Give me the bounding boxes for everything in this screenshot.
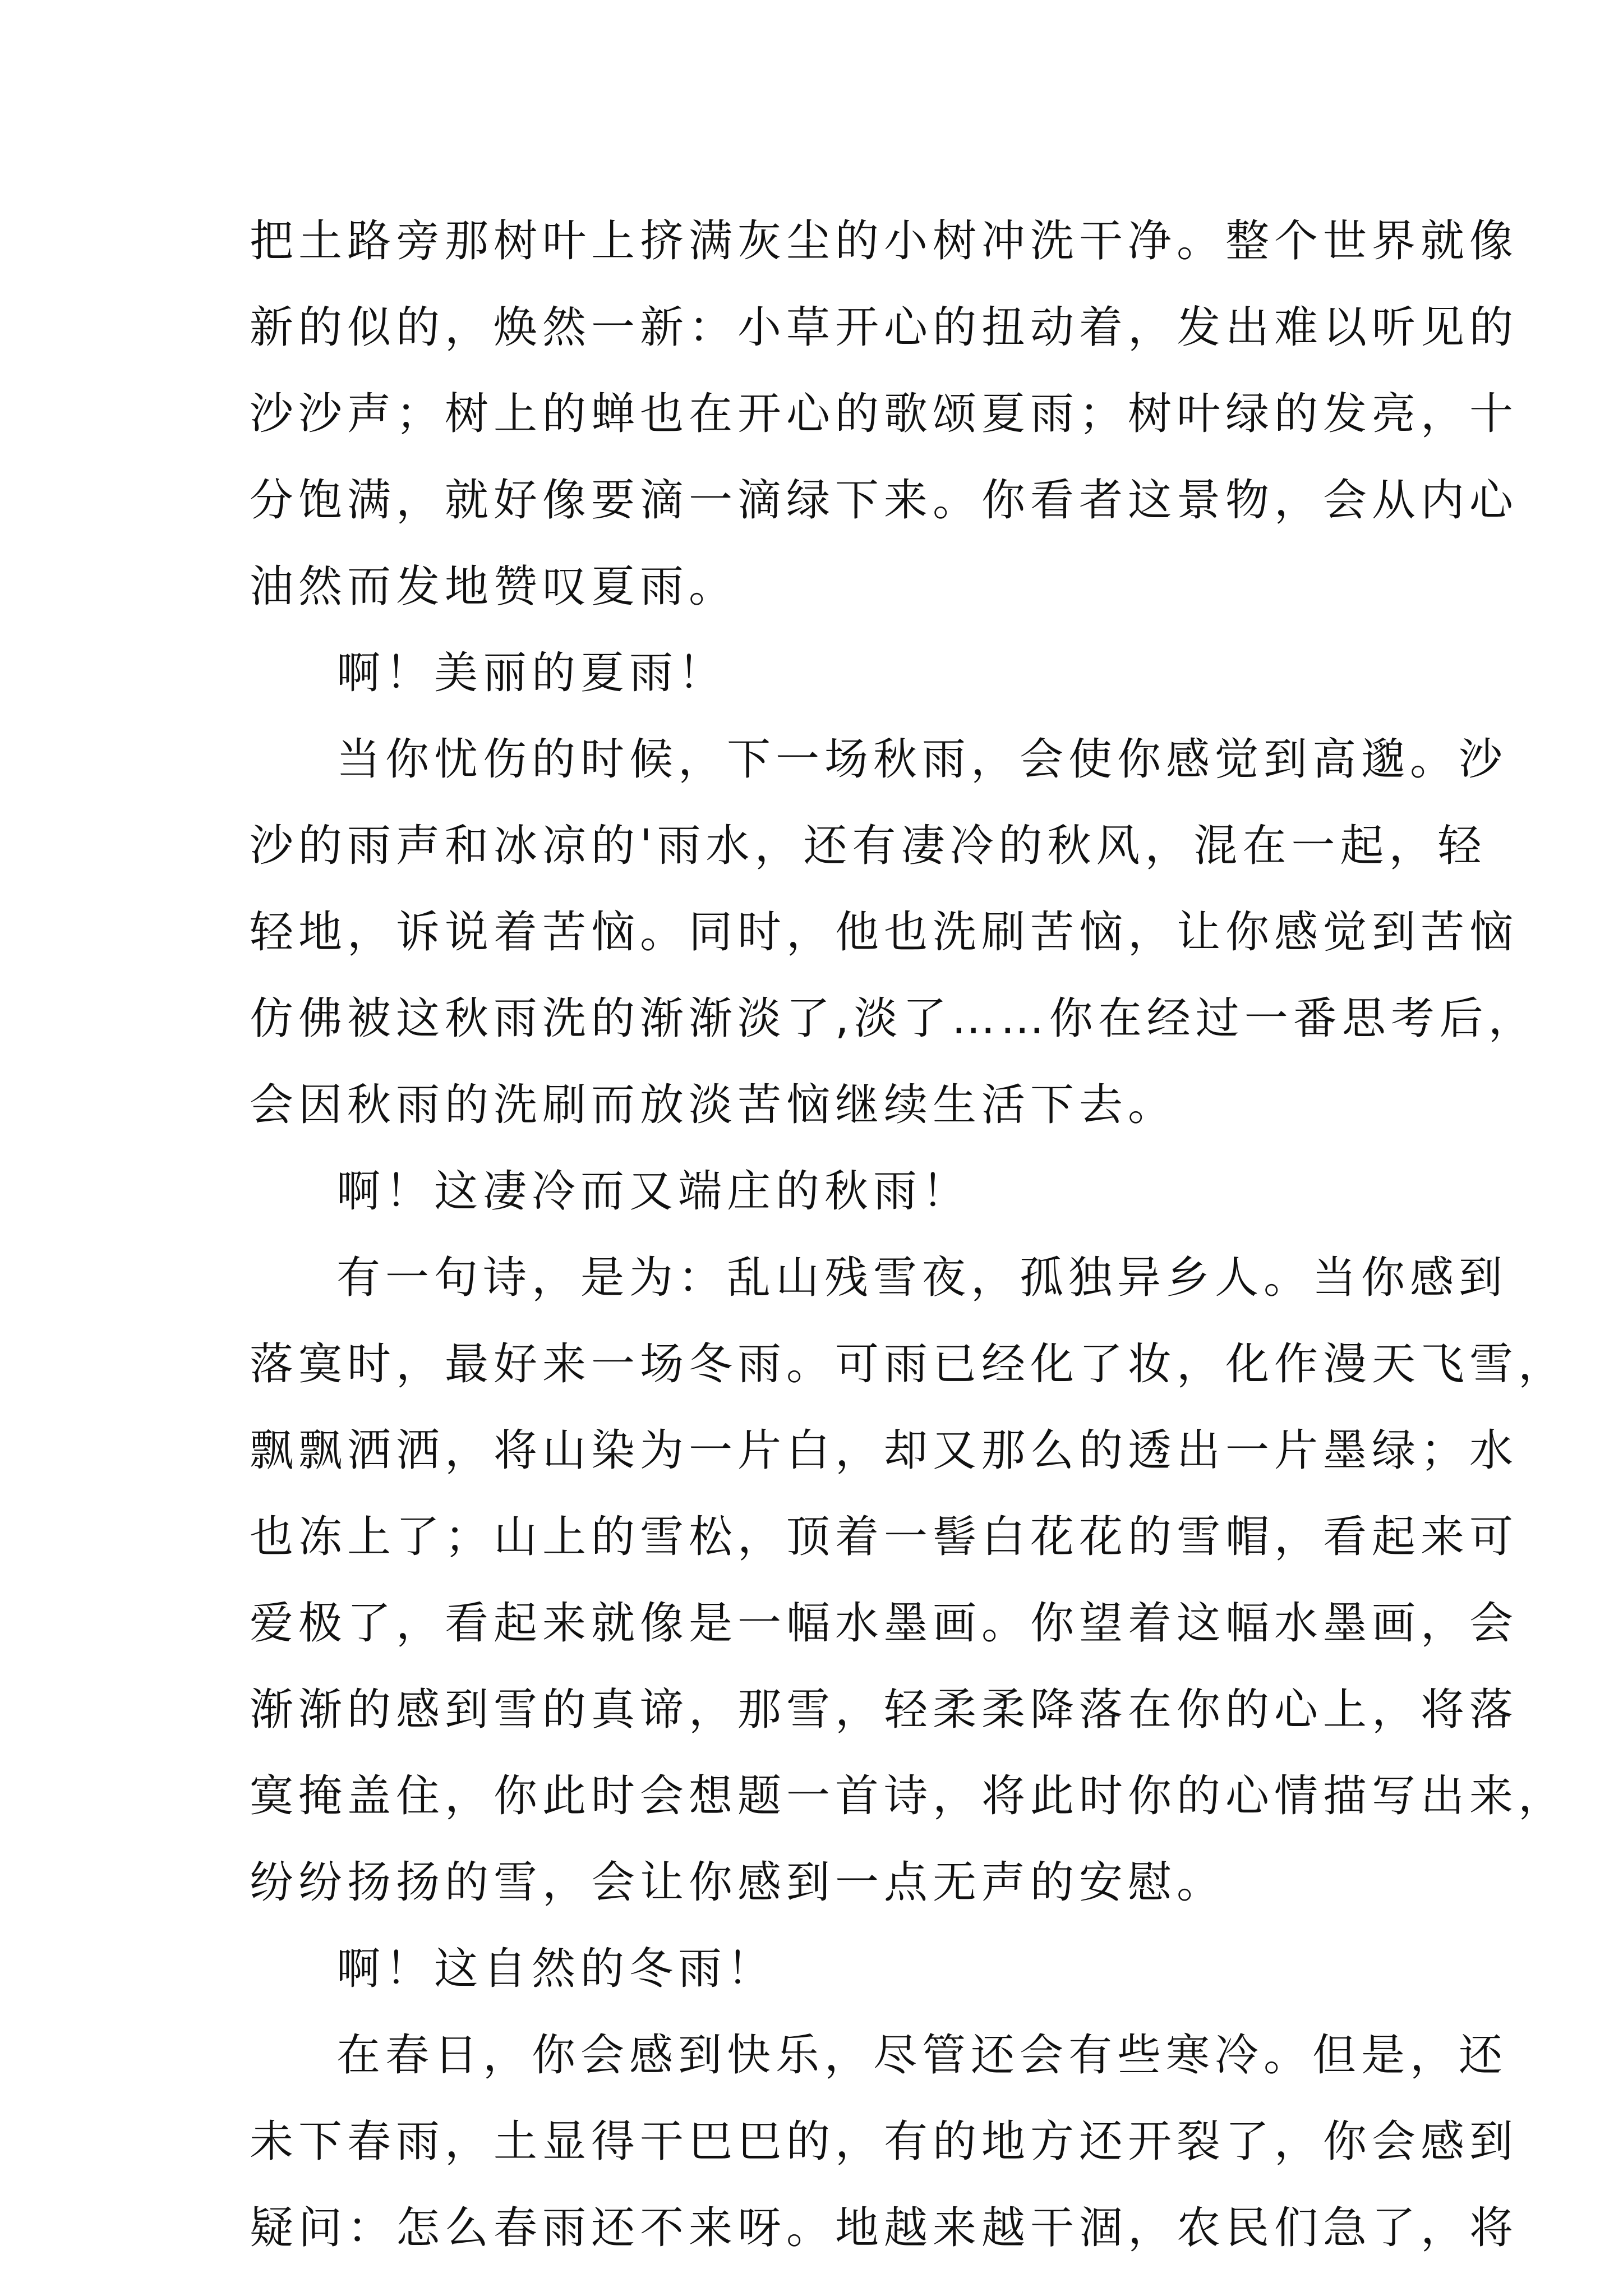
- body-text-line: 沙的雨声和冰凉的'雨水，还有凄冷的秋风，混在一起，轻: [250, 821, 1487, 871]
- body-text-line: 爱极了，看起来就像是一幅水墨画。你望着这幅水墨画，会: [250, 1598, 1519, 1649]
- body-text-line: 纷纷扬扬的雪，会让你感到一点无声的安慰。: [250, 1857, 1226, 1908]
- body-text-line: 渐渐的感到雪的真谛，那雪，轻柔柔降落在你的心上，将落: [250, 1685, 1519, 1735]
- body-text-line: 沙沙声；树上的蝉也在开心的歌颂夏雨；树叶绿的发亮，十: [250, 389, 1519, 439]
- body-text-line: 未下春雨，土显得干巴巴的，有的地方还开裂了，你会感到: [250, 2116, 1519, 2167]
- body-text-line: 仿佛被这秋雨洗的渐渐淡了,淡了……你在经过一番思考后，: [250, 993, 1537, 1044]
- body-text-line: 新的似的，焕然一新：小草开心的扭动着，发出难以听见的: [250, 302, 1519, 353]
- body-text-line: 分饱满，就好像要滴一滴绿下来。你看者这景物，会从内心: [250, 475, 1519, 526]
- body-text-line: 轻地，诉说着苦恼。同时，他也洗刷苦恼，让你感觉到苦恼: [250, 907, 1519, 958]
- body-text-line: 也冻上了；山上的雪松，顶着一髻白花花的雪帽，看起来可: [250, 1512, 1519, 1562]
- paragraph-first-line: 在春日，你会感到快乐，尽管还会有些寒冷。但是，还: [336, 2030, 1508, 2081]
- exclamation-line: 啊！这凄冷而又端庄的秋雨！: [336, 1166, 971, 1217]
- exclamation-line: 啊！这自然的冬雨！: [336, 1944, 776, 1994]
- body-text-line: 会因秋雨的洗刷而放淡苦恼继续生活下去。: [250, 1080, 1177, 1130]
- body-text-line: 疑问：怎么春雨还不来呀。地越来越干涸，农民们急了，将: [250, 2203, 1519, 2253]
- body-text-line: 油然而发地赞叹夏雨。: [250, 562, 738, 612]
- paragraph-first-line: 有一句诗，是为：乱山残雪夜，孤独异乡人。当你感到: [336, 1253, 1508, 1303]
- body-text-line: 寞掩盖住，你此时会想题一首诗，将此时你的心情描写出来，: [250, 1771, 1567, 1821]
- body-text-line: 飘飘洒洒，将山染为一片白，却又那么的透出一片墨绿；水: [250, 1425, 1519, 1476]
- paragraph-first-line: 当你忧伤的时候，下一场秋雨，会使你感觉到高邈。沙: [336, 734, 1508, 785]
- body-text-line: 把土路旁那树叶上挤满灰尘的小树冲洗干净。整个世界就像: [250, 216, 1519, 266]
- body-text-line: 落寞时，最好来一场冬雨。可雨已经化了妆，化作漫天飞雪，: [250, 1339, 1567, 1389]
- exclamation-line: 啊！美丽的夏雨！: [336, 648, 727, 698]
